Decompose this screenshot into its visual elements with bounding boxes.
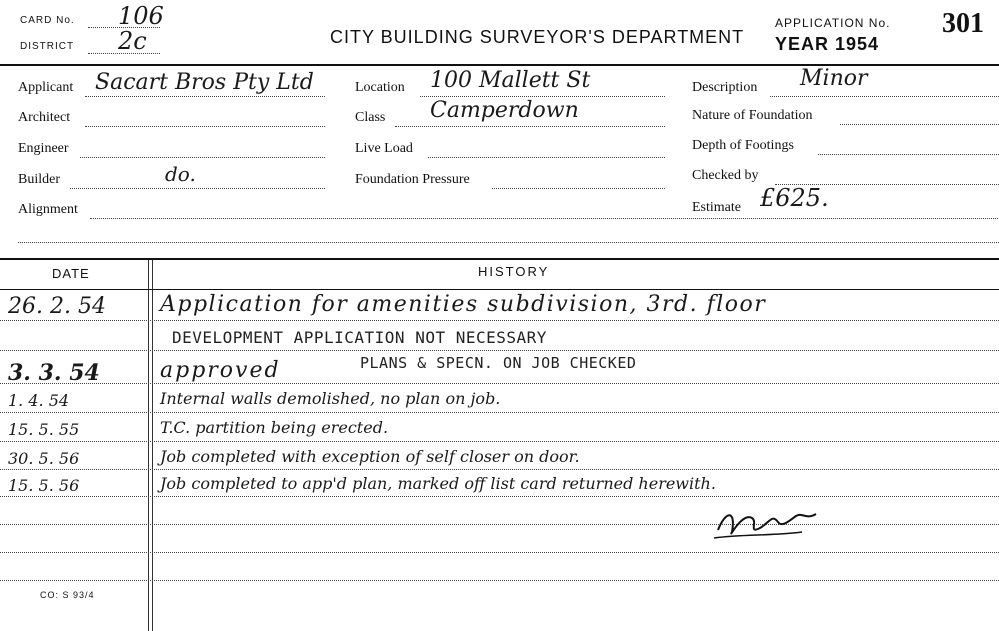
history-stamp: DEVELOPMENT APPLICATION NOT NECESSARY <box>172 328 547 347</box>
depth-line <box>818 154 999 155</box>
row-line <box>0 320 999 321</box>
architect-line <box>85 126 325 127</box>
live-load-line <box>428 157 665 158</box>
extra-line <box>18 242 999 243</box>
date-column-divider <box>148 260 149 631</box>
history-date: 30. 5. 56 <box>8 449 80 468</box>
checked-by-label: Checked by <box>692 168 759 183</box>
row-line <box>0 441 999 442</box>
description-label: Description <box>692 80 758 95</box>
history-date: 15. 5. 55 <box>8 420 80 439</box>
date-header: DATE <box>52 266 90 281</box>
application-year: YEAR 1954 <box>775 34 880 54</box>
row-line <box>0 383 999 384</box>
applicant-line <box>85 96 325 97</box>
row-line <box>0 524 999 525</box>
location-label: Location <box>355 80 405 95</box>
alignment-line <box>90 218 999 219</box>
history-entry: Job completed to app'd plan, marked off list card returned herewith. <box>160 474 716 493</box>
history-top-rule <box>0 258 999 260</box>
history-date: 1. 4. 54 <box>8 391 70 410</box>
history-entry: Job completed with exception of self closer on door. <box>160 447 580 466</box>
row-line <box>0 469 999 470</box>
history-date: 15. 5. 56 <box>8 476 80 495</box>
applicant-label: Applicant <box>18 80 74 95</box>
class-label: Class <box>355 110 386 125</box>
row-line <box>0 580 999 581</box>
row-line <box>0 552 999 553</box>
district-label: DISTRICT <box>20 41 75 52</box>
alignment-label: Alignment <box>18 202 78 217</box>
description-line <box>770 96 999 97</box>
estimate-label: Estimate <box>692 200 741 215</box>
history-date: 3. 3. 54 <box>8 360 100 386</box>
builder-line <box>70 188 325 189</box>
date-column-divider-2 <box>152 260 153 631</box>
row-line <box>0 496 999 497</box>
nature-of-foundation-label: Nature of Foundation <box>692 108 813 123</box>
applicant-value: Sacart Bros Pty Ltd <box>95 70 314 95</box>
history-stamp: PLANS & SPECN. ON JOB CHECKED <box>360 354 637 372</box>
foundation-pressure-label: Foundation Pressure <box>355 172 470 187</box>
description-value: Minor <box>800 66 868 91</box>
foundation-pressure-line <box>492 188 665 189</box>
builder-label: Builder <box>18 172 60 187</box>
history-entry: T.C. partition being erected. <box>160 418 389 437</box>
class-line <box>395 126 665 127</box>
location-line <box>420 96 665 97</box>
engineer-line <box>80 157 325 158</box>
live-load-label: Live Load <box>355 141 413 156</box>
application-no-value: 301 <box>942 8 984 39</box>
estimate-value: £625. <box>760 184 829 212</box>
row-line <box>0 350 999 351</box>
form-code: CO: S 93/4 <box>40 590 95 600</box>
depth-of-footings-label: Depth of Footings <box>692 138 794 153</box>
card-no-label: CARD No. <box>20 15 75 26</box>
builder-value: do. <box>165 162 196 186</box>
application-no-label: APPLICATION No. <box>775 16 891 30</box>
nature-line <box>840 124 999 125</box>
history-header-rule <box>0 289 999 290</box>
history-date: 26. 2. 54 <box>8 294 106 319</box>
card-no-value: 106 <box>118 2 164 30</box>
class-value: Camperdown <box>430 98 579 123</box>
location-value: 100 Mallett St <box>430 68 591 93</box>
history-entry: Application for amenities subdivision, 3rd. floor <box>160 292 767 317</box>
row-line <box>0 412 999 413</box>
architect-label: Architect <box>18 110 71 125</box>
engineer-label: Engineer <box>18 141 69 156</box>
department-title: CITY BUILDING SURVEYOR'S DEPARTMENT <box>330 27 745 47</box>
history-entry: Internal walls demolished, no plan on job. <box>160 389 501 408</box>
history-header: HISTORY <box>478 264 550 279</box>
district-value: 2c <box>118 27 147 55</box>
history-entry: approved <box>160 358 281 383</box>
signature <box>712 500 832 545</box>
